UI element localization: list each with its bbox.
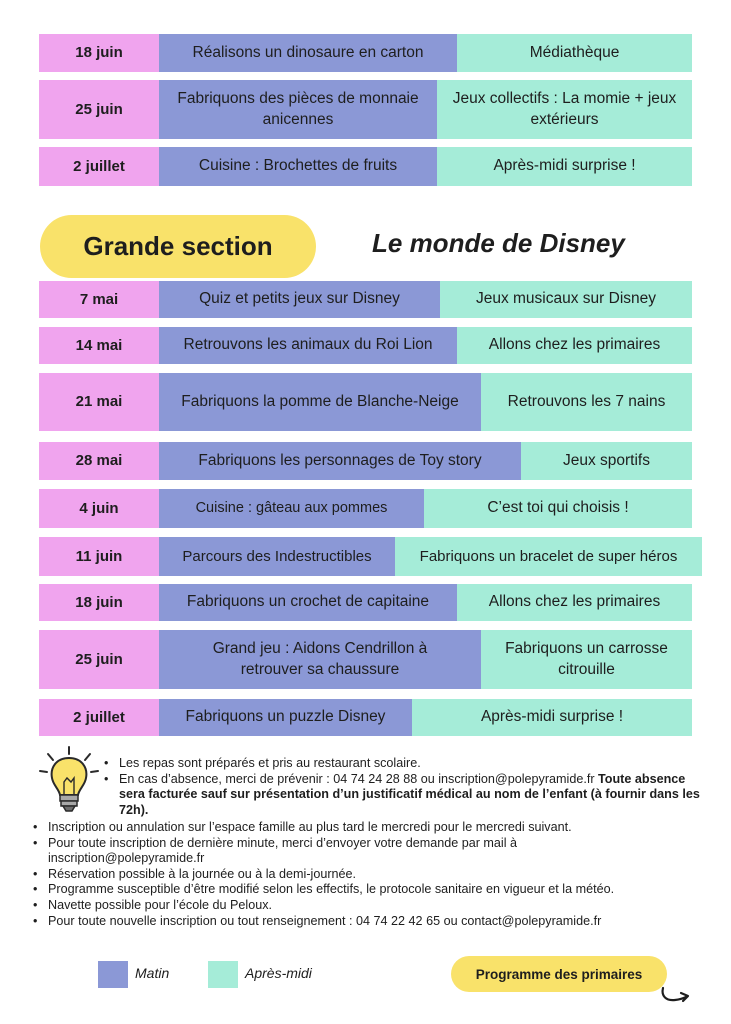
- row-date: 2 juillet: [39, 699, 159, 736]
- row-date: 25 juin: [39, 630, 159, 689]
- row-afternoon-activity: Retrouvons les 7 nains: [481, 373, 692, 431]
- row-morning-activity: Fabriquons la pomme de Blanche-Neige: [159, 373, 481, 431]
- row-morning-activity: Fabriquons un puzzle Disney: [159, 699, 412, 736]
- row-morning-activity: Grand jeu : Aidons Cendrillon à retrouver sa chaussure: [159, 630, 481, 689]
- info-item: • Réservation possible à la journée ou à la demi-journée.: [31, 867, 711, 883]
- row-afternoon-activity: Fabriquons un carrosse citrouille: [481, 630, 692, 689]
- note-meals: • Les repas sont préparés et pris au restaurant scolaire.: [102, 756, 702, 772]
- row-date: 11 juin: [39, 537, 159, 576]
- schedule-row: [39, 34, 692, 72]
- schedule-row: [39, 537, 702, 576]
- row-morning-activity: Cuisine : gâteau aux pommes: [159, 489, 424, 528]
- row-afternoon-activity: C’est toi qui choisis !: [424, 489, 692, 528]
- row-afternoon-activity: Jeux musicaux sur Disney: [440, 281, 692, 318]
- schedule-row: [39, 489, 692, 528]
- row-date: 7 mai: [39, 281, 159, 318]
- info-item: • Pour toute inscription de dernière minute, merci d’envoyer votre demande par mail à inscription@polepyramide.fr: [31, 836, 711, 867]
- row-afternoon-activity: Allons chez les primaires: [457, 327, 692, 364]
- info-item: • Navette possible pour l’école du Peloux.: [31, 898, 711, 914]
- row-morning-activity: Retrouvons les animaux du Roi Lion: [159, 327, 457, 364]
- schedule-row: [39, 699, 692, 736]
- row-afternoon-activity: Après-midi surprise !: [437, 147, 692, 186]
- legend-morning-label: Matin: [135, 965, 170, 981]
- row-date: 14 mai: [39, 327, 159, 364]
- info-item: • Pour toute nouvelle inscription ou tout renseignement : 04 74 22 42 65 ou contact@polepyramide.fr: [31, 914, 711, 930]
- schedule-row: [39, 147, 692, 186]
- curved-arrow-icon[interactable]: [656, 980, 696, 1008]
- schedule-row: [39, 373, 692, 431]
- schedule-row: [39, 80, 692, 139]
- row-date: 18 juin: [39, 34, 159, 72]
- info-item: • Programme susceptible d’être modifié selon les effectifs, le protocole sanitaire en vigueur et la météo.: [31, 882, 711, 898]
- row-afternoon-activity: Fabriquons un bracelet de super héros: [395, 537, 702, 576]
- row-morning-activity: Réalisons un dinosaure en carton: [159, 34, 457, 72]
- legend-morning-swatch: [98, 961, 128, 988]
- legend-afternoon-label: Après-midi: [245, 965, 312, 981]
- row-date: 25 juin: [39, 80, 159, 139]
- row-morning-activity: Fabriquons des pièces de monnaie anicennes: [159, 80, 437, 139]
- note-absence-warning: Toute absence sera facturée sauf sur présentation d’un justificatif médical au nom de l’enfant (à fournir dans les 72h).: [119, 771, 700, 817]
- schedule-row: [39, 327, 692, 364]
- schedule-row: [39, 630, 692, 689]
- row-afternoon-activity: Allons chez les primaires: [457, 584, 692, 621]
- row-date: 28 mai: [39, 442, 159, 480]
- row-morning-activity: Fabriquons un crochet de capitaine: [159, 584, 457, 621]
- section-title: Grande section: [40, 215, 316, 278]
- schedule-row: [39, 442, 692, 480]
- row-afternoon-activity: Jeux sportifs: [521, 442, 692, 480]
- row-date: 18 juin: [39, 584, 159, 621]
- schedule-row: [39, 281, 692, 318]
- row-date: 4 juin: [39, 489, 159, 528]
- row-morning-activity: Cuisine : Brochettes de fruits: [159, 147, 437, 186]
- legend-afternoon-swatch: [208, 961, 238, 988]
- info-list: [31, 820, 711, 929]
- section-theme: Le monde de Disney: [372, 228, 625, 258]
- schedule-row: [39, 584, 692, 621]
- notes-list: [102, 756, 702, 818]
- row-date: 21 mai: [39, 373, 159, 431]
- note-absence: • En cas d’absence, merci de prévenir : 04 74 24 28 88 ou inscription@polepyramide.fr Toute absence sera facturée sauf sur présentation d’un justificatif médical au nom de l’enfant (à fournir dans les 72h).: [102, 772, 702, 819]
- primary-program-link[interactable]: Programme des primaires: [451, 956, 667, 992]
- row-afternoon-activity: Après-midi surprise !: [412, 699, 692, 736]
- row-morning-activity: Fabriquons les personnages de Toy story: [159, 442, 521, 480]
- row-afternoon-activity: Jeux collectifs : La momie + jeux extérieurs: [437, 80, 692, 139]
- row-morning-activity: Quiz et petits jeux sur Disney: [159, 281, 440, 318]
- row-date: 2 juillet: [39, 147, 159, 186]
- lightbulb-icon: [34, 744, 104, 816]
- info-item: • Inscription ou annulation sur l’espace famille au plus tard le mercredi pour le mercredi suivant.: [31, 820, 711, 836]
- row-afternoon-activity: Médiathèque: [457, 34, 692, 72]
- row-morning-activity: Parcours des Indestructibles: [159, 537, 395, 576]
